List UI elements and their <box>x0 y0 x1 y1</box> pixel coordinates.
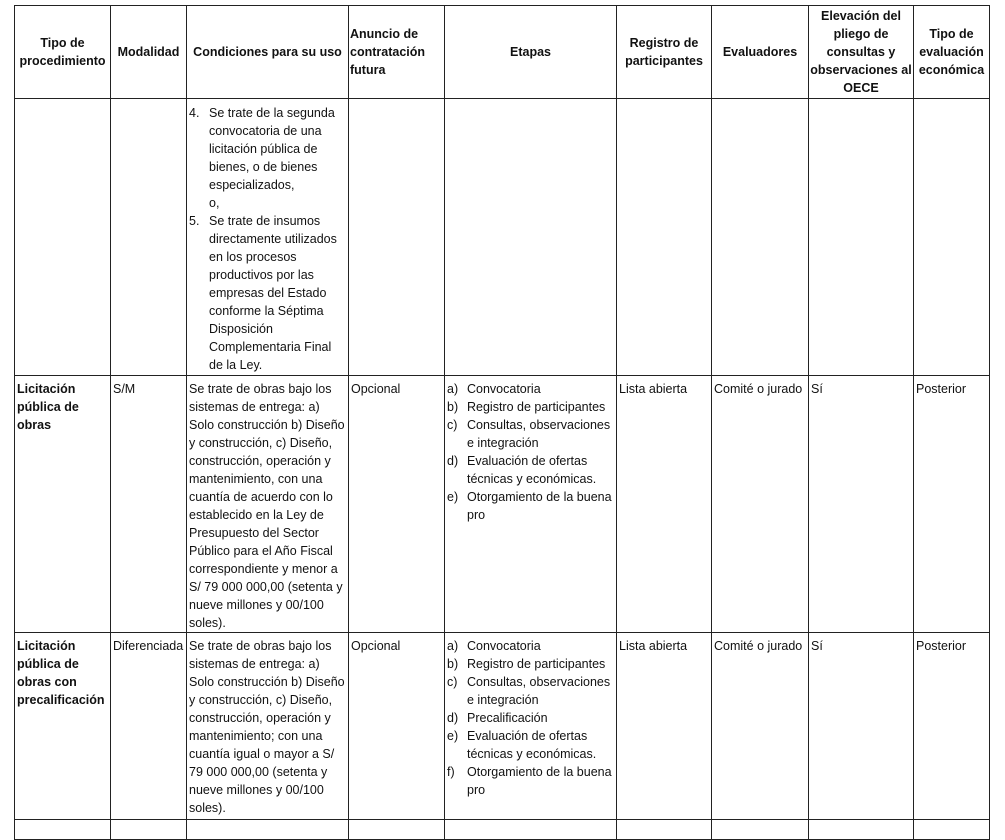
evaluators: Comité o jurado <box>712 376 809 633</box>
header-tipo-procedimiento: Tipo de procedimiento <box>15 6 111 99</box>
stages-cell <box>445 633 617 820</box>
stage-letter: e) <box>447 490 459 504</box>
stage-letter: d) <box>447 454 459 468</box>
cell-empty <box>15 99 111 376</box>
stage-letter: b) <box>447 400 459 414</box>
stage-item <box>447 637 614 655</box>
cell-empty <box>187 820 349 840</box>
cell-empty <box>111 820 187 840</box>
header-modalidad: Modalidad <box>111 6 187 99</box>
condition-text: Se trate de la segunda convocatoria de una licitación pública de bienes, o de bienes especializados, <box>209 106 335 192</box>
conditions-continuation-cell <box>187 99 349 376</box>
stage-letter: e) <box>447 729 459 743</box>
evaluators: Comité o jurado <box>712 633 809 820</box>
condition-number: 5. <box>189 214 200 228</box>
condition-number <box>189 194 209 212</box>
header-evaluadores: Evaluadores <box>712 6 809 99</box>
cell-empty <box>617 99 712 376</box>
condition-item <box>189 194 346 212</box>
table-row <box>15 376 990 633</box>
usage-conditions: Se trate de obras bajo los sistemas de entrega: a) Solo construcción b) Diseño y construcción, c) Diseño, construcción, operación y mantenimiento, con una cuantía de acuerdo con lo establecido en la Ley de Presupuesto del Sector Público para el Año Fiscal correspondiente y menor a S/ 79 000 000,00 (setenta y nueve millones y 00/100 soles). <box>187 376 349 633</box>
cell-empty <box>15 820 111 840</box>
header-tipo-evaluacion: Tipo de evaluación económica <box>914 6 990 99</box>
stage-text: Evaluación de ofertas técnicas y económicas. <box>467 729 597 761</box>
stage-letter: d) <box>447 711 459 725</box>
condition-text: Se trate de insumos directamente utilizados en los procesos productivos por las empresas del Estado conforme la Séptima Disposición Complementaria Final de la Ley. <box>209 214 337 372</box>
stage-text: Convocatoria <box>467 639 541 653</box>
stage-item <box>447 488 614 524</box>
condition-item <box>189 212 346 374</box>
future-announcement: Opcional <box>349 633 445 820</box>
stage-item <box>447 727 614 763</box>
procedure-type: Licitación pública de obras con precalificación <box>15 633 111 820</box>
stage-item <box>447 398 614 416</box>
participant-registry: Lista abierta <box>617 376 712 633</box>
stage-item <box>447 709 614 727</box>
elevation: Sí <box>809 376 914 633</box>
modality: S/M <box>111 376 187 633</box>
future-announcement: Opcional <box>349 376 445 633</box>
table-row <box>15 99 990 376</box>
participant-registry: Lista abierta <box>617 633 712 820</box>
stage-letter: c) <box>447 675 458 689</box>
stage-letter: a) <box>447 382 459 396</box>
cell-empty <box>445 820 617 840</box>
elevation: Sí <box>809 633 914 820</box>
stage-letter: a) <box>447 639 459 653</box>
stage-letter: b) <box>447 657 459 671</box>
stage-letter: c) <box>447 418 458 432</box>
header-etapas: Etapas <box>445 6 617 99</box>
stage-item <box>447 452 614 488</box>
stage-text: Registro de participantes <box>467 657 606 671</box>
header-row <box>15 6 990 99</box>
procedures-table <box>14 5 990 840</box>
header-anuncio: Anuncio de contratación futura <box>349 6 445 99</box>
cell-empty <box>349 820 445 840</box>
stage-letter: f) <box>447 765 455 779</box>
stage-item <box>447 655 614 673</box>
cell-empty <box>349 99 445 376</box>
stage-item <box>447 380 614 398</box>
condition-text: o, <box>209 196 220 210</box>
stage-item <box>447 763 614 799</box>
header-condiciones: Condiciones para su uso <box>187 6 349 99</box>
cell-empty <box>809 820 914 840</box>
cell-empty <box>712 820 809 840</box>
stages-cell <box>445 376 617 633</box>
usage-conditions: Se trate de obras bajo los sistemas de entrega: a) Solo construcción b) Diseño y construcción, c) Diseño, construcción, operación y mantenimiento; con una cuantía igual o mayor a S/ 79 000 000,00 (setenta y nueve millones y 00/100 soles). <box>187 633 349 820</box>
condition-item <box>189 104 346 194</box>
header-registro: Registro de participantes <box>617 6 712 99</box>
header-elevacion: Elevación del pliego de consultas y observaciones al OECE <box>809 6 914 99</box>
modality: Diferenciada <box>111 633 187 820</box>
economic-evaluation-type: Posterior <box>914 376 990 633</box>
table-row <box>15 820 990 840</box>
cell-empty <box>111 99 187 376</box>
cell-empty <box>617 820 712 840</box>
stage-text: Evaluación de ofertas técnicas y económicas. <box>467 454 597 486</box>
stage-text: Otorgamiento de la buena pro <box>467 490 612 522</box>
economic-evaluation-type: Posterior <box>914 633 990 820</box>
stage-text: Consultas, observaciones e integración <box>467 675 611 707</box>
procedure-type: Licitación pública de obras <box>15 376 111 633</box>
stage-text: Consultas, observaciones e integración <box>467 418 611 450</box>
table-row <box>15 633 990 820</box>
stage-item <box>447 416 614 452</box>
stage-text: Precalificación <box>467 711 548 725</box>
stage-item <box>447 673 614 709</box>
stage-text: Otorgamiento de la buena pro <box>467 765 612 797</box>
cell-empty <box>712 99 809 376</box>
stage-text: Registro de participantes <box>467 400 606 414</box>
condition-number: 4. <box>189 106 200 120</box>
cell-empty <box>914 820 990 840</box>
cell-empty <box>809 99 914 376</box>
cell-empty <box>445 99 617 376</box>
cell-empty <box>914 99 990 376</box>
procedures-table-wrapper <box>14 5 989 840</box>
stage-text: Convocatoria <box>467 382 541 396</box>
